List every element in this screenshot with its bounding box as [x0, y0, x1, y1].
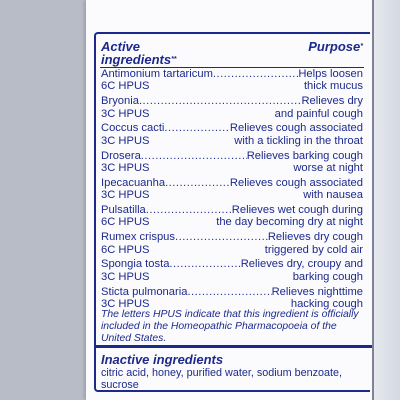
section-header [101, 40, 363, 66]
ingredient-row [101, 68, 363, 93]
dot-leader [175, 231, 268, 243]
ingredient-purpose: Relieves nighttime [271, 285, 363, 298]
ingredient-purpose-cont: hacking cough [290, 298, 363, 311]
box-edge [372, 0, 374, 400]
ingredient-row [101, 286, 363, 311]
section-divider [94, 345, 372, 348]
ingredient-name: Pulsatilla [101, 204, 146, 217]
ingredient-list [101, 68, 363, 313]
active-ingredients-heading: Active ingredients** [101, 39, 177, 67]
ingredient-name: Sticta pulmonaria [101, 285, 188, 298]
ingredient-purpose: Helps loosen [298, 68, 363, 80]
ingredient-purpose: Relieves cough associated [229, 176, 363, 189]
ingredient-row [101, 122, 363, 147]
ingredient-purpose: Relieves cough associated [229, 122, 363, 135]
ingredient-row [101, 204, 363, 229]
ingredient-potency: 3C HPUS [101, 107, 150, 120]
dot-leader [169, 258, 240, 270]
ingredient-potency: 6C HPUS [101, 216, 150, 229]
ingredient-purpose: Relieves wet cough during [231, 204, 363, 217]
ingredient-purpose-cont: and painful cough [274, 107, 363, 120]
ingredient-name: Drosera [101, 149, 141, 162]
footnote-marker: * [360, 43, 363, 50]
ingredient-name: Ipecacuanha [101, 176, 166, 189]
ingredient-purpose-cont: worse at night [293, 162, 363, 175]
dot-leader [165, 177, 230, 189]
ingredient-name: Antimonium tartaricum [101, 68, 213, 80]
ingredient-row [101, 231, 363, 256]
dot-leader [164, 122, 229, 134]
ingredient-potency: 3C HPUS [101, 134, 150, 147]
inactive-ingredients-heading: Inactive ingredients [101, 352, 224, 367]
ingredient-potency: 3C HPUS [101, 162, 150, 175]
purpose-heading: Purpose* [308, 39, 363, 54]
dot-leader [139, 95, 302, 107]
ingredient-purpose: Relieves dry cough [267, 231, 363, 244]
ingredient-purpose: Relieves dry, croupy and [240, 258, 363, 271]
ingredient-potency: 3C HPUS [101, 189, 150, 202]
ingredient-potency: 3C HPUS [101, 270, 150, 283]
ingredient-name: Bryonia [101, 95, 139, 108]
dot-leader [141, 150, 247, 162]
ingredient-purpose-cont: triggered by cold air [264, 243, 363, 256]
ingredient-potency: 6C HPUS [101, 243, 150, 256]
ingredient-row [101, 95, 363, 120]
hpus-note: The letters HPUS indicate that this ingredient is officially included in the Homeopathic Pharmacopoeia of the United States. [101, 309, 359, 344]
ingredient-row [101, 258, 363, 283]
ingredient-name: Spongia tosta [101, 258, 170, 271]
ingredient-row [101, 177, 363, 202]
dot-leader [146, 204, 232, 216]
ingredient-purpose-cont: with a tickling in the throat [234, 134, 363, 147]
ingredient-name: Coccus cacti [101, 122, 165, 135]
ingredient-purpose: Relieves dry [301, 95, 363, 108]
footnote-marker: ** [171, 56, 177, 63]
ingredient-potency: 6C HPUS [101, 80, 150, 93]
ingredient-row [101, 150, 363, 175]
dot-leader [213, 68, 298, 80]
inactive-ingredients-text: citric acid, honey, purified water, sodium benzoate, sucrose [101, 367, 343, 391]
ingredient-purpose: Relieves barking cough [246, 149, 363, 162]
box-side-panel [372, 0, 400, 400]
ingredient-potency: 3C HPUS [101, 298, 150, 311]
ingredient-purpose-cont: barking cough [292, 270, 363, 283]
ingredient-purpose-cont: thick mucus [303, 80, 363, 93]
dot-leader [187, 286, 271, 298]
ingredient-purpose-cont: the day becoming dry at night [216, 216, 363, 229]
ingredient-name: Rumex crispus [101, 231, 175, 244]
ingredient-purpose-cont: with nausea [303, 189, 363, 202]
